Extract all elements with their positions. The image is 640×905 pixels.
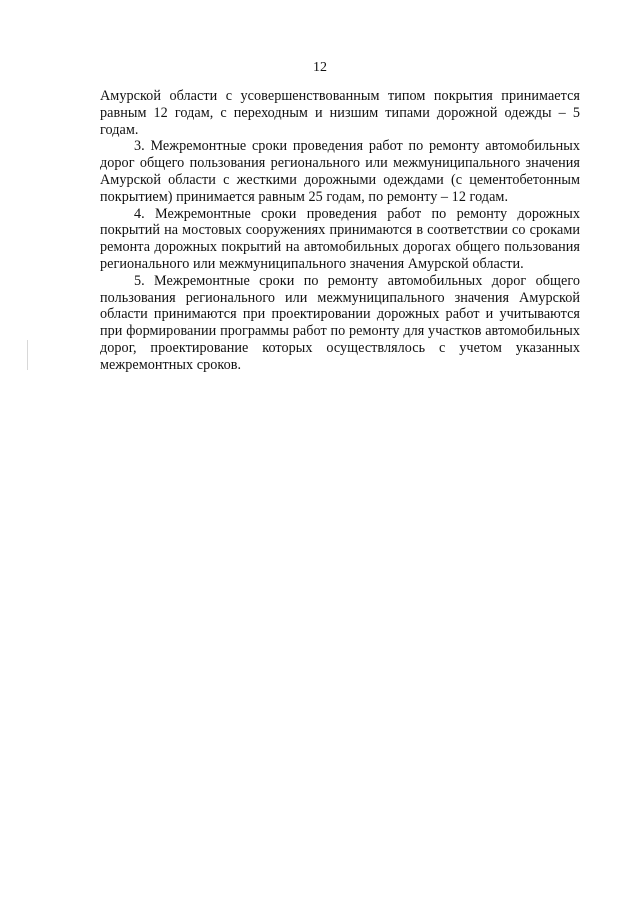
paragraph-4: 4. Межремонтные сроки проведения работ по ремонту дорожных покрытий на мостовых сооружениях принимаются в соответствии со сроками ремонта дорожных покрытий на автомобильных дорогах общего пользования регионального или межмуниципального значения Амурской области. [100, 205, 580, 272]
document-body [100, 88, 580, 374]
paragraph-continuation: Амурской области с усовершенствованным типом покрытия принимается равным 12 годам, с переходным и низшим типами дорожной одежды – 5 годам. [100, 88, 580, 138]
paragraph-5: 5. Межремонтные сроки по ремонту автомобильных дорог общего пользования регионального или межмуниципального значения Амурской области принимаются при проектировании дорожных работ и учитываются при формировании программы работ по ремонту для участков автомобильных дорог, проектирование которых осуществлялось с учетом указанных межремонтных сроков. [100, 272, 580, 373]
page-number: 12 [313, 60, 327, 75]
paragraph-3: 3. Межремонтные сроки проведения работ по ремонту автомобильных дорог общего пользования регионального или межмуниципального значения Амурской области с жесткими дорожными одеждами (с цементобетонным покрытием) принимается равным 25 годам, по ремонту – 12 годам. [100, 138, 580, 205]
margin-scan-mark [27, 340, 28, 370]
